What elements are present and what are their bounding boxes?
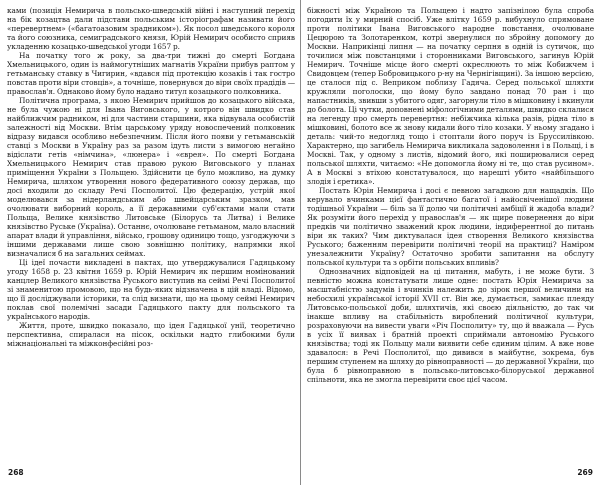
paragraph: Життя, проте, швидко показало, що ідея Гадяцької унії, теоретично перспективна, спиралася на пісок, оскільки надто глибокими були міжнаціональні та міжконфесійні роз- <box>7 321 295 348</box>
paragraph: ками (позиція Немирича в польсько-шведській війні і наступний перехід на бік козацтва дали підстави польським історіографам називати його «перевертнем» («багатоазовим зрадником»). Як посол шведського короля та його союзника, семиградського князя, Юрій Немирич особисто сприяв укладенню козацько-шведської угоди 1657 р. <box>7 6 295 51</box>
page-number: 268 <box>8 468 24 477</box>
left-text-column <box>7 6 295 348</box>
right-text-column <box>307 6 594 384</box>
page-number: 269 <box>577 468 593 477</box>
paragraph: На початку того ж року, за два-три тижні до смерті Богдана Хмельницького, один із наймогутніших магнатів України прибув раптом у гетьманську ставку в Чигирин, «вдався під протекцію козаків і так гостро повстав проти віри стовців», а точніше, повернувся до віри своїх прадідів — православ'я. Однаково йому було надано титул козацького полковника. <box>7 51 295 96</box>
paragraph: Однозначних відповідей на ці питання, мабуть, і не може бути. З певністю можна констатувати лише одне: постать Юрія Немирича за масштабністю задумів і вчинків належить до зірок першої величини на небосхилі української історії XVII ст. Він же, думається, замикає плеяду Литовсько-польської доби, шляхтичів, які своєю діяльністю, до так чи інакше впливу на стабільність вироблений політичної культури, розраховуючи на вивести уваги «Річ Посполиту» ту, що й вважала — Русь в усіх її виявах і братній проекті сприймали автономію Руського князівства; тоді як Польщу мали виявити себе єдиним цілим. А вже нове здавалося: в Речі Посполитої, що дивився в майбутнє, зокрема, був першим ступенем на шляху до рівноправності — до державної України, що була б рівноправною в польсько-литовсько-білоруської державної спільноти, яка не змогла перевірити своє цієї часом. <box>307 267 594 384</box>
paragraph: Політична програма, з якою Немирич прийшов до козацького війська, не була чужою ні для Івана Виговського, у котрого він швидко став найближчим радником, ні для частини старшини, яка відвувала особистій залежності від Москви. Втім царському уряду новоспечений полковник відразу видався особливо небезпечним. Після його появи у гетьманській ставці з Москви в Україну раз за разом ідуть листи з вимогою негайно відіслати гетів «німчина», «люнера» і «єврея». По смерті Богдана Хмельницького Немирич став правою рукою Виговського у планах приміщення України з Польщею. Здійснити це було можливо, на думку Немирича, шляхом утворення нового федеративного союзу держав, що досі входили до складу Речі Посполитої. Цю федерацію, устрій якої моделювався за нідерландським або швейцарським зразком, мав очолювати виборний король, а її державними суб'єктами мали стати Польща, Велике князівство Литовське (Білорусь та Литва) і Велике князівство Руське (Україна). Останнє, очолюване гетьманом, мало власний апарат влади й управління, військо, грошову одиницю тощо, узгоджуючи з іншими державами лише свою зовнішню політику, напрямки якої визначалися б на загальних сеймах. <box>7 96 295 258</box>
paragraph: Постать Юрія Немирича і досі є певною загадкою для нащадків. Що керувало вчинками цієї фантастично багатої і найосвіченішої людини тодішньої України — бiль за її долю чи політичні амбіції й жадоба влади? Як розуміти його перехід у православ'я — як щире повернення до віри предків чи політично зважений крок людини, індиферентної до питань віри як таких? Чим диктувалася ідея створення Великого князівства Руського; баженням перевірити політичні теорії на практиці? Наміром унезалежнити Україну? Остаточно зробити запитання на обслугу польської культури та з орбіти польських впливів? <box>307 186 594 267</box>
paragraph: біжності між Україною та Польщею і надто запізнілою була спроба погодити їх у мирний спосіб. Уже влітку 1659 р. вибухнуло спрямоване проти політики Івана Виговського народне повстання, очолюване Цецюрою та Золотаренком, котрі звернулися по збройну допомогу до Москви. Наприкінці липня — на початку серпня в одній із сутичок, що точилися між повстанцями і сторонниками Виговського, загинув Юрій Немирич. Точніше місце його смерті окреслюють то між Кобижчем і Свидовцем (тепер Бобровицького р-ну на Чернігівщині). За іншою версією, це сталося під с. Веприком поблизу Гадяча. Серед польської шляхти кружляли поголоски, що йому було завдано понад 70 ран і що напастників, звивши з убитого одяг, загорнули тіло в мішковину і вкинули до болота. Ці чутки, доповнені міфологічними деталями, швидко склалися на легенду про смерть перевертня: небіжчика кілька разів, рідна тіло в мішковині, болото все ж знову кидали його тіло козаки. У ньому згадано і деталь: чий-то недогляд тощо і стоптали його поруч із Бруссилівкою. Характерно, що загибель Немирича викликала задоволення і в Польщі, і в Москві. Так, у одному з листів, відомий його, які поширювалися серед польської шляхти, читаємо: «Не допомогла йому ні те, що став русином». А в Москві з втіхою констатувалося, що нарешті убито «найбільшого злодія і єретика». <box>307 6 594 186</box>
right-page <box>300 0 600 485</box>
paragraph: Ці ідеї почасти викладені в пактах, що утверджувалися Гадяцькому угоду 1658 р. 23 квітня 1659 р. Юрій Немирич як першим номінований канцлер Великого князівства Руського виступив на сеймі Речі Посполитої зі знаменитою промовою, що на будь-яких відзначена в цій владі. Відомо, що її досліджували історики, та слід визнати, що на цьому сеймі Немирич поклав свої полемічні засади Гадяцького пакту для польського та українського народів. <box>7 258 295 321</box>
